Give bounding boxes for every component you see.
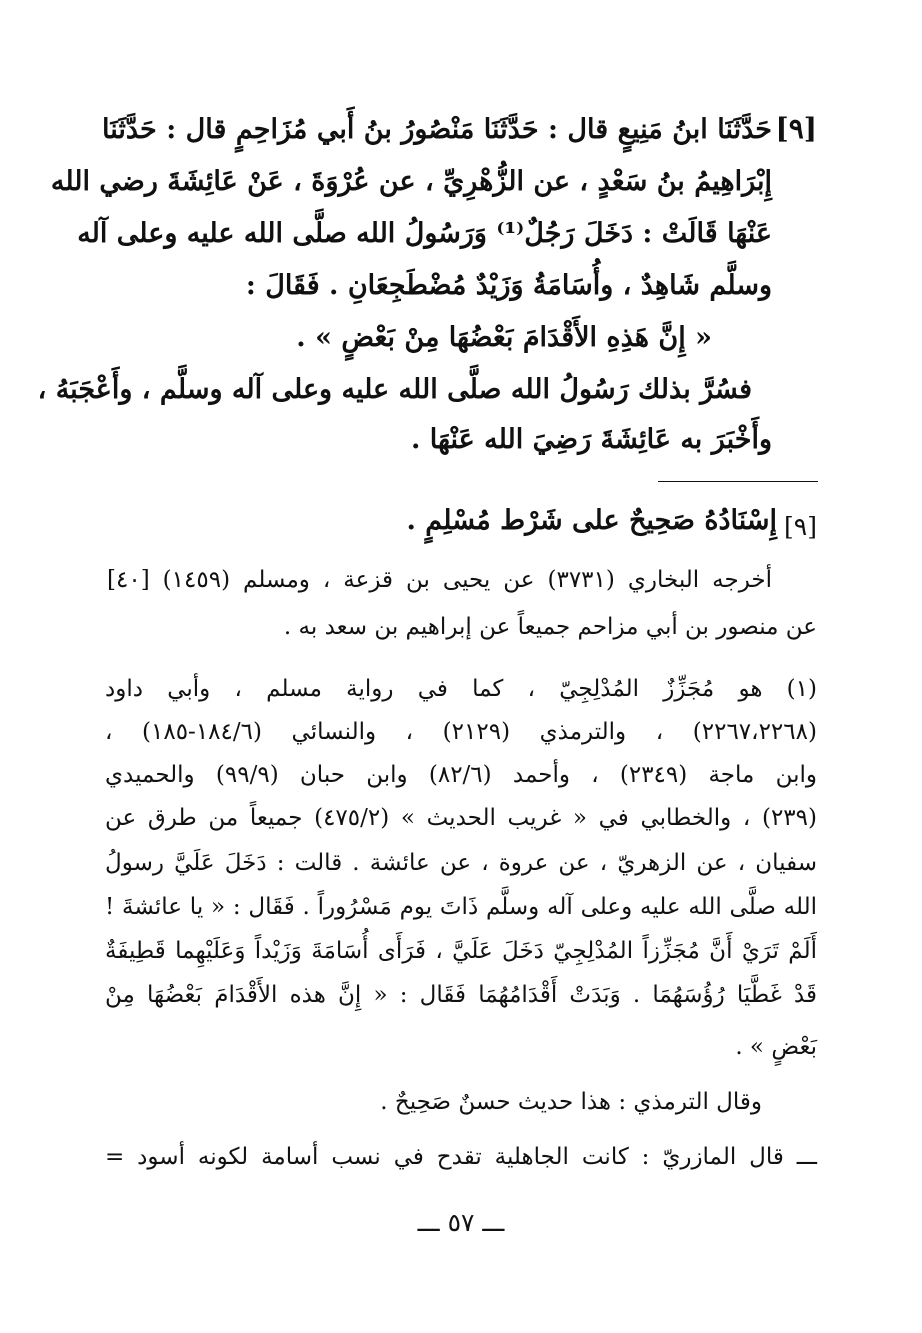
footnote-line: سفيان ، عن الزهريّ ، عن عروة ، عن عائشة . قالت : دَخَلَ عَلَيَّ رسولُ [105,850,817,876]
mazari-remark: ـــ قال المازريّ : كانت الجاهلية تقدح في نسب أسامة لكونه أسود = [105,1144,817,1170]
hadith-quote-line: « إِنَّ هَذِهِ الأَقْدَامَ بَعْضُهَا مِنْ بَعْضٍ » . [296,322,712,353]
footnote-line: بَعْضٍ » . [735,1034,817,1060]
footnote-line: أَلَمْ تَرَيْ أَنَّ مُجَزِّزاً المُدْلِجِيّ دَخَلَ عَلَيَّ ، فَرَأَى أُسَامَةَ وَزَيْداً وَعَلَيْهِما قَطِيفَةٌ [105,938,817,964]
footnote-line: (١) هو مُجَزِّزٌ المُدْلِجِيّ ، كما في رواية مسلم ، وأبي داود [105,676,817,702]
hadith-number: [٩] [775,112,817,145]
section-divider [658,481,818,482]
isnad-ruling: إِسْنَادُهُ صَحِيحٌ على شَرْط مُسْلِمٍ . [406,505,777,536]
isnad-number: [٩] [784,512,817,541]
hadith-line: وسلَّم شَاهِدٌ ، وأُسَامَةُ وَزَيْدٌ مُضْطَجِعَانِ . فَقَالَ : [245,270,772,301]
hadith-line: عَنْهَا قَالَتْ : دَخَلَ رَجُلٌ⁽¹⁾ وَرَسُولُ الله صلَّى الله عليه وعلى آله [77,218,772,249]
footnote-line: (٢٣٩) ، والخطابي في « غريب الحديث » (٤٧٥/٢) جميعاً من طرق عن [105,805,817,831]
page-number: ـــ ٥٧ ـــ [417,1208,505,1237]
footnote-line: (٢٢٦٧،٢٢٦٨) ، والترمذي (٢١٢٩) ، والنسائي (١٨٤/٦-١٨٥) ، [105,719,817,745]
takhrij-line: عن منصور بن أبي مزاحم جميعاً عن إبراهيم بن سعد به . [283,614,817,640]
hadith-line: حَدَّثَنَا ابنُ مَنِيعٍ قال : حَدَّثَنَا مَنْصُورُ بنُ أَبي مُزَاحِمٍ قال : حَدَّثَنَا [102,114,772,145]
footnote-line: قَدْ غَطَّيَا رُؤُسَهُمَا . وَبَدَتْ أَقْدَامُهُمَا فَقَال : « إِنَّ هذه الأَقْدَامَ بَعْضُهَا مِنْ [105,982,817,1008]
tirmidhi-remark: وقال الترمذي : هذا حديث حسنٌ صَحِيحٌ . [380,1089,762,1115]
footnote-line: وابن ماجة (٢٣٤٩) ، وأحمد (٨٢/٦) وابن حبان (٩٩/٩) والحميدي [105,762,818,788]
hadith-line: إِبْرَاهِيمُ بنُ سَعْدٍ ، عن الزُّهْرِيِّ ، عن عُرْوَةَ ، عَنْ عَائِشَةَ رضي الله [50,166,772,197]
takhrij-line: أخرجه البخاري (٣٧٣١) عن يحيى بن قزعة ، ومسلم (١٤٥٩) [٤٠] [107,567,772,593]
hadith-line: فسُرَّ بذلك رَسُولُ الله صلَّى الله عليه وعلى آله وسلَّم ، وأَعْجَبَهُ ، [37,374,752,405]
hadith-line: وأَخْبَرَ به عَائِشَةَ رَضِيَ الله عَنْهَا . [410,424,772,455]
footnote-line: الله صلَّى الله عليه وعلى آله وسلَّم ذَاتَ يوم مَسْرُوراً . فَقَال : « يا عائشةَ ! [105,894,817,920]
